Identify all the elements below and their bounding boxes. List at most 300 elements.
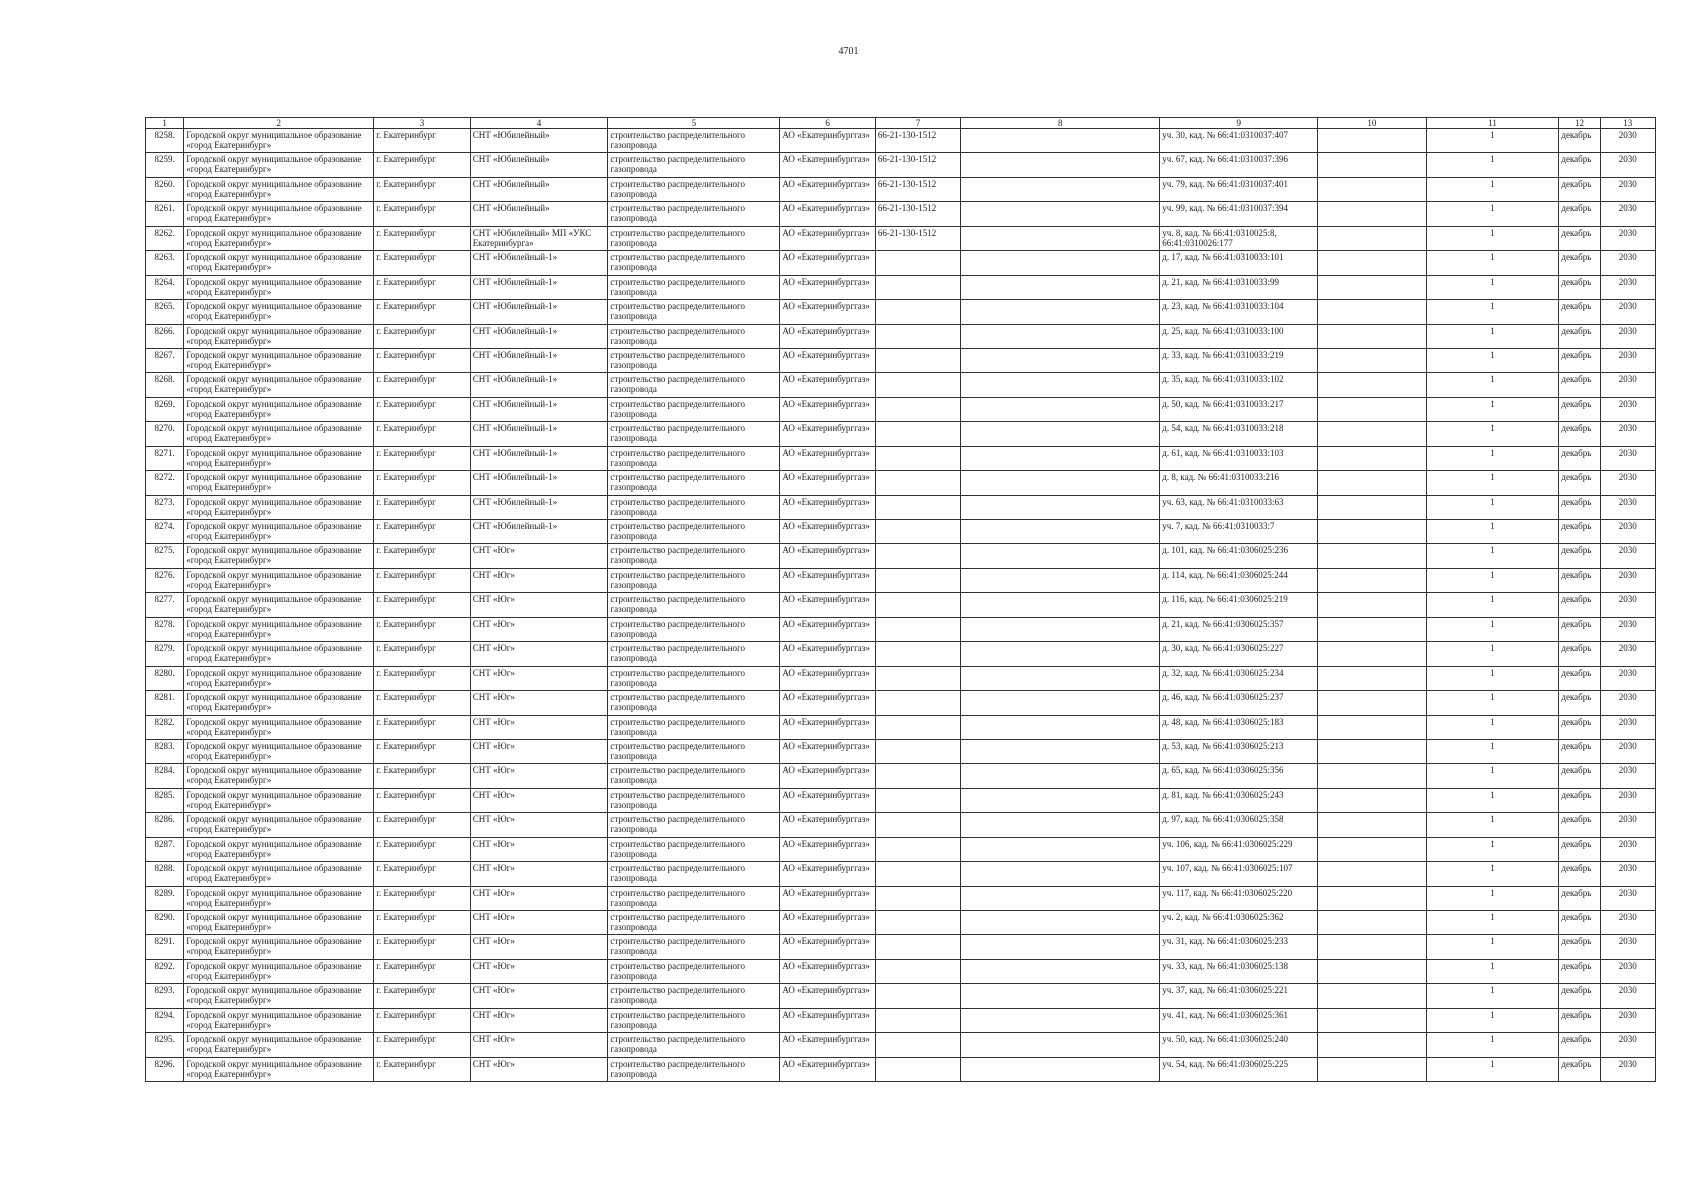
purpose-cell-text: строительство распределительного [610,814,746,825]
plot-cell [1160,300,1318,324]
plot-cell-text: д. 81, кад. № 66:41:0306025:243 [1162,789,1284,800]
month-cell [1559,593,1600,617]
purpose-cell-text: газопровода [610,726,657,737]
operator-cell-text: АО «Екатеринбурггаз» [782,130,870,140]
year-cell [1600,715,1655,739]
col10-cell [1318,520,1427,544]
month-cell [1559,788,1600,812]
plot-cell [1160,984,1318,1008]
month-cell [1559,129,1600,153]
month-cell [1559,739,1600,763]
operator-cell [780,324,876,348]
purpose-cell-text: газопровода [610,628,657,639]
purpose-cell [608,300,780,324]
month-cell-text: декабрь [1561,252,1592,263]
col7-cell [875,691,960,715]
quantity-cell-text: 1 [1490,178,1495,189]
col10-cell [1318,862,1427,886]
col8-cell [961,129,1160,153]
city-cell [374,153,471,177]
year-cell [1600,177,1655,201]
municipality-cell-text: «город Екатеринбург» [186,970,272,981]
month-cell-text: декабрь [1561,203,1592,214]
quantity-cell [1426,1008,1559,1032]
snt-cell [470,1033,608,1057]
municipality-cell-text: Городской округ муниципальное образование [186,252,362,263]
operator-cell [780,177,876,201]
snt-cell-text: СНТ «Юбилейный-1» [472,276,558,287]
snt-cell-text: СНТ «Юбилейный-1» [472,301,558,312]
row-number [146,666,184,690]
municipality-cell [184,1033,374,1057]
month-cell-text: декабрь [1561,1009,1592,1020]
quantity-cell-text: 1 [1490,838,1495,849]
table-row [146,544,1656,568]
row-number-text: 8263. [154,252,175,263]
municipality-cell-text: Городской округ муниципальное образование [186,374,362,385]
year-cell [1600,520,1655,544]
month-cell [1559,202,1600,226]
purpose-cell-text: строительство распределительного [610,740,746,751]
purpose-cell-text: газопровода [610,922,657,932]
snt-cell [470,129,608,153]
month-cell-text: декабрь [1561,349,1592,360]
month-cell-text: декабрь [1561,545,1592,556]
operator-cell [780,666,876,690]
quantity-cell [1426,813,1559,837]
quantity-cell-text: 1 [1490,569,1495,580]
row-number-text: 8293. [154,985,175,996]
purpose-cell-text: газопровода [610,897,657,908]
table-row [146,935,1656,959]
purpose-cell-text: газопровода [610,213,657,224]
plot-cell-text: д. 65, кад. № 66:41:0306025:356 [1162,765,1284,776]
row-number [146,691,184,715]
purpose-cell-text: газопровода [610,457,657,468]
city-cell [374,984,471,1008]
col7-cell [875,788,960,812]
quantity-cell [1426,153,1559,177]
municipality-cell-text: «город Екатеринбург» [186,408,272,419]
col7-cell-text: 66-21-130-1512 [877,178,937,189]
quantity-cell-text: 1 [1490,252,1495,263]
purpose-cell [608,813,780,837]
city-cell [374,886,471,910]
plot-cell [1160,446,1318,470]
table-row [146,275,1656,299]
operator-cell-text: АО «Екатеринбурггаз» [782,1034,870,1045]
month-cell-text: декабрь [1561,936,1592,947]
purpose-cell-text: газопровода [610,799,657,810]
purpose-cell-text: газопровода [610,873,657,884]
year-cell [1600,691,1655,715]
quantity-cell [1426,324,1559,348]
city-cell [374,471,471,495]
col8-cell [961,862,1160,886]
snt-cell [470,348,608,372]
municipality-cell [184,275,374,299]
month-cell [1559,275,1600,299]
year-cell [1600,373,1655,397]
row-number-text: 8283. [154,740,175,751]
row-number [146,788,184,812]
municipality-cell-text: «город Екатеринбург» [186,164,272,175]
operator-cell-text: АО «Екатеринбурггаз» [782,203,870,214]
header-row [146,118,1656,129]
snt-cell-text: СНТ «Юбилейный-1» [472,398,558,409]
col10-cell [1318,617,1427,641]
year-cell-text: 2030 [1618,252,1637,263]
municipality-cell [184,837,374,861]
city-cell-text: г. Екатеринбург [376,374,436,385]
city-cell [374,397,471,421]
col10-cell [1318,1008,1427,1032]
purpose-cell [608,715,780,739]
month-cell [1559,813,1600,837]
quantity-cell-text: 1 [1490,423,1495,434]
column-header: 8 [961,118,1160,129]
month-cell [1559,984,1600,1008]
city-cell [374,422,471,446]
municipality-cell-text: «город Екатеринбург» [186,775,272,786]
purpose-cell [608,153,780,177]
municipality-cell-text: Городской округ муниципальное образование [186,203,362,214]
snt-cell-text: СНТ «Юбилейный-1» [472,423,558,434]
plot-cell [1160,397,1318,421]
year-cell-text: 2030 [1618,154,1637,165]
city-cell-text: г. Екатеринбург [376,814,436,825]
municipality-cell [184,202,374,226]
month-cell-text: декабрь [1561,716,1592,727]
city-cell [374,813,471,837]
col10-cell [1318,886,1427,910]
purpose-cell-text: строительство распределительного [610,252,746,263]
municipality-cell [184,935,374,959]
city-cell [374,495,471,519]
quantity-cell [1426,373,1559,397]
year-cell [1600,324,1655,348]
snt-cell-text: СНТ «Юг» [472,1009,515,1020]
purpose-cell-text: газопровода [610,408,657,419]
operator-cell [780,788,876,812]
purpose-cell [608,886,780,910]
row-number-text: 8262. [154,227,175,238]
purpose-cell [608,202,780,226]
row-number [146,642,184,666]
month-cell-text: декабрь [1561,301,1592,312]
municipality-cell-text: «город Екатеринбург» [186,213,272,224]
col8-cell [961,251,1160,275]
city-cell [374,862,471,886]
snt-cell-text: СНТ «Юг» [472,1058,515,1069]
quantity-cell-text: 1 [1490,936,1495,947]
row-number-text: 8259. [154,154,175,165]
city-cell-text: г. Екатеринбург [376,789,436,800]
purpose-cell-text: строительство распределительного [610,374,746,385]
purpose-cell [608,837,780,861]
operator-cell [780,813,876,837]
purpose-cell-text: газопровода [610,824,657,835]
plot-cell-text: уч. 30, кад. № 66:41:0310037:407 [1162,130,1288,140]
year-cell [1600,764,1655,788]
col10-cell [1318,373,1427,397]
city-cell-text: г. Екатеринбург [376,912,436,922]
row-number-text: 8273. [154,496,175,507]
city-cell [374,1057,471,1081]
quantity-cell-text: 1 [1490,227,1495,238]
table-row [146,1057,1656,1081]
municipality-cell-text: «город Екатеринбург» [186,848,272,859]
row-number-text: 8258. [154,130,175,140]
col8-cell [961,568,1160,592]
city-cell-text: г. Екатеринбург [376,227,436,238]
municipality-cell-text: Городской округ муниципальное образование [186,545,362,556]
year-cell-text: 2030 [1618,227,1637,238]
municipality-cell [184,373,374,397]
month-cell [1559,666,1600,690]
municipality-cell-text: «город Екатеринбург» [186,188,272,199]
municipality-cell [184,226,374,250]
table-row [146,129,1656,153]
month-cell [1559,617,1600,641]
row-number-text: 8277. [154,594,175,605]
purpose-cell-text: газопровода [610,946,657,957]
month-cell [1559,348,1600,372]
city-cell [374,1033,471,1057]
plot-cell-text: д. 101, кад. № 66:41:0306025:236 [1162,545,1289,556]
purpose-cell-text: строительство распределительного [610,496,746,507]
purpose-cell [608,1057,780,1081]
col7-cell [875,886,960,910]
purpose-cell-text: газопровода [610,433,657,444]
col8-cell [961,788,1160,812]
plot-cell-text: уч. 8, кад. № 66:41:0310025:8, [1162,227,1277,238]
col8-cell [961,446,1160,470]
plot-cell [1160,935,1318,959]
month-cell [1559,691,1600,715]
plot-cell-text: 66:41:0310026:177 [1162,237,1233,248]
purpose-cell [608,911,780,935]
quantity-cell-text: 1 [1490,130,1495,140]
operator-cell [780,911,876,935]
col8-cell [961,959,1160,983]
plot-cell [1160,373,1318,397]
table-row [146,837,1656,861]
row-number [146,715,184,739]
col10-cell [1318,324,1427,348]
table-row [146,348,1656,372]
quantity-cell [1426,739,1559,763]
municipality-cell-text: «город Екатеринбург» [186,604,272,615]
col7-cell [875,813,960,837]
year-cell-text: 2030 [1618,667,1637,678]
col10-cell [1318,177,1427,201]
municipality-cell-text: «город Екатеринбург» [186,1068,272,1079]
table-row [146,862,1656,886]
city-cell-text: г. Екатеринбург [376,325,436,336]
snt-cell [470,593,608,617]
municipality-cell-text: Городской округ муниципальное образование [186,643,362,654]
year-cell-text: 2030 [1618,569,1637,580]
operator-cell [780,862,876,886]
plot-cell [1160,813,1318,837]
month-cell-text: декабрь [1561,521,1592,531]
col10-cell [1318,1057,1427,1081]
row-number [146,813,184,837]
col7-cell [875,373,960,397]
municipality-cell-text: «город Екатеринбург» [186,262,272,273]
col8-cell [961,764,1160,788]
purpose-cell-text: газопровода [610,311,657,322]
plot-cell [1160,691,1318,715]
city-cell [374,300,471,324]
purpose-cell-text: строительство распределительного [610,594,746,605]
month-cell-text: декабрь [1561,594,1592,605]
year-cell [1600,348,1655,372]
col10-cell [1318,959,1427,983]
snt-cell [470,544,608,568]
year-cell-text: 2030 [1618,912,1637,922]
purpose-cell-text: строительство распределительного [610,643,746,654]
row-number-text: 8291. [154,936,175,947]
purpose-cell [608,373,780,397]
purpose-cell-text: газопровода [610,531,657,541]
quantity-cell [1426,275,1559,299]
month-cell-text: декабрь [1561,447,1592,458]
plot-cell-text: д. 46, кад. № 66:41:0306025:237 [1162,692,1284,703]
municipality-cell [184,1008,374,1032]
municipality-cell-text: Городской округ муниципальное образование [186,936,362,947]
operator-cell-text: АО «Екатеринбурггаз» [782,154,870,165]
snt-cell-text: СНТ «Юг» [472,618,515,629]
snt-cell [470,520,608,544]
quantity-cell-text: 1 [1490,374,1495,385]
operator-cell [780,251,876,275]
municipality-cell-text: «город Екатеринбург» [186,677,272,688]
quantity-cell [1426,422,1559,446]
month-cell [1559,911,1600,935]
snt-cell-text: СНТ «Юг» [472,569,515,580]
purpose-cell [608,568,780,592]
year-cell [1600,886,1655,910]
purpose-cell [608,129,780,153]
table-row [146,617,1656,641]
quantity-cell [1426,226,1559,250]
municipality-cell [184,177,374,201]
row-number-text: 8269. [154,398,175,409]
purpose-cell [608,764,780,788]
city-cell-text: г. Екатеринбург [376,130,436,140]
col8-cell [961,275,1160,299]
purpose-cell-text: газопровода [610,995,657,1006]
purpose-cell-text: строительство распределительного [610,960,746,971]
snt-cell-text: СНТ «Юбилейный-1» [472,447,558,458]
purpose-cell [608,691,780,715]
city-cell-text: г. Екатеринбург [376,423,436,434]
month-cell-text: декабрь [1561,838,1592,849]
municipality-cell [184,300,374,324]
operator-cell [780,153,876,177]
city-cell [374,911,471,935]
quantity-cell [1426,348,1559,372]
row-number [146,520,184,544]
page-number: 4701 [838,46,859,57]
operator-cell [780,520,876,544]
city-cell-text: г. Екатеринбург [376,960,436,971]
snt-cell-text: СНТ «Юбилейный-1» [472,325,558,336]
quantity-cell-text: 1 [1490,276,1495,287]
quantity-cell-text: 1 [1490,447,1495,458]
col7-cell [875,764,960,788]
col7-cell [875,642,960,666]
month-cell-text: декабрь [1561,985,1592,996]
plot-cell [1160,886,1318,910]
municipality-cell-text: «город Екатеринбург» [186,1019,272,1030]
plot-cell-text: д. 61, кад. № 66:41:0310033:103 [1162,447,1284,458]
snt-cell-text: СНТ «Юг» [472,789,515,800]
year-cell [1600,153,1655,177]
city-cell [374,202,471,226]
purpose-cell [608,739,780,763]
month-cell-text: декабрь [1561,1058,1592,1069]
city-cell [374,788,471,812]
municipality-cell [184,495,374,519]
month-cell-text: декабрь [1561,765,1592,776]
purpose-cell-text: строительство распределительного [610,1009,746,1020]
purpose-cell-text: газопровода [610,1019,657,1030]
operator-cell-text: АО «Екатеринбурггаз» [782,912,870,922]
snt-cell-text: СНТ «Юбилейный» [472,130,550,140]
month-cell [1559,1057,1600,1081]
municipality-cell-text: «город Екатеринбург» [186,995,272,1006]
month-cell [1559,495,1600,519]
snt-cell-text: СНТ «Юг» [472,1034,515,1045]
city-cell [374,544,471,568]
year-cell-text: 2030 [1618,203,1637,214]
municipality-cell-text: Городской округ муниципальное образование [186,130,362,140]
city-cell-text: г. Екатеринбург [376,643,436,654]
purpose-cell [608,788,780,812]
quantity-cell [1426,691,1559,715]
operator-cell-text: АО «Екатеринбурггаз» [782,740,870,751]
purpose-cell [608,422,780,446]
city-cell-text: г. Екатеринбург [376,1009,436,1020]
snt-cell-text: СНТ «Юбилейный-1» [472,496,558,507]
plot-cell-text: д. 32, кад. № 66:41:0306025:234 [1162,667,1284,678]
operator-cell-text: АО «Екатеринбурггаз» [782,1058,870,1069]
table-row [146,324,1656,348]
year-cell-text: 2030 [1618,472,1637,483]
municipality-cell [184,862,374,886]
quantity-cell [1426,715,1559,739]
operator-cell [780,300,876,324]
city-cell-text: г. Екатеринбург [376,154,436,165]
operator-cell [780,275,876,299]
city-cell [374,837,471,861]
col8-cell [961,593,1160,617]
year-cell-text: 2030 [1618,1058,1637,1069]
snt-cell-text: СНТ «Юбилейный» [472,178,550,189]
row-number [146,544,184,568]
snt-cell-text: СНТ «Юбилейный» МП «УКС [472,227,592,238]
purpose-cell-text: газопровода [610,579,657,590]
municipality-cell-text: «город Екатеринбург» [186,628,272,639]
month-cell-text: декабрь [1561,276,1592,287]
col10-cell [1318,739,1427,763]
col7-cell [875,1057,960,1081]
quantity-cell-text: 1 [1490,765,1495,776]
year-cell-text: 2030 [1618,887,1637,898]
